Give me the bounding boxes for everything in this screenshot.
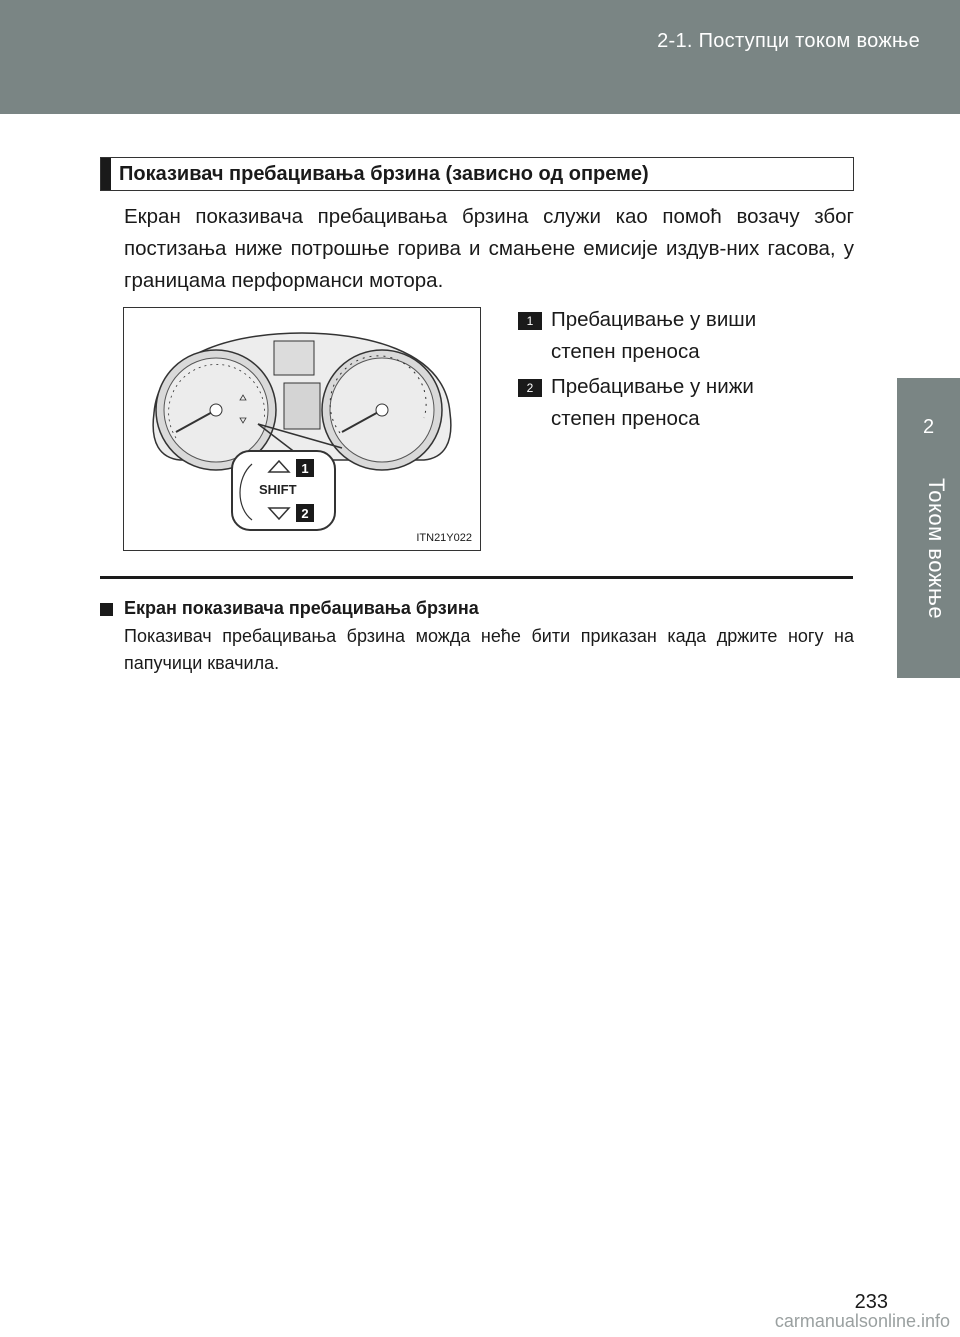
legend-number: 2 bbox=[518, 379, 542, 397]
shift-label: SHIFT bbox=[259, 482, 297, 497]
chapter-title: 2-1. Поступци током вожње bbox=[657, 30, 920, 52]
chapter-number: 2 bbox=[922, 416, 935, 438]
figure-code: ITN21Y022 bbox=[416, 532, 472, 544]
chapter-label: Током вожње bbox=[924, 478, 949, 620]
note-bullet-icon bbox=[100, 603, 113, 616]
watermark: carmanualsonline.info bbox=[774, 1311, 950, 1331]
note-title: Екран показивача пребацивања брзина bbox=[124, 598, 479, 618]
chapter-side-tab bbox=[897, 378, 960, 678]
legend-text: Пребацивање у нижи степен преноса bbox=[551, 375, 754, 430]
page-number: 233 bbox=[854, 1291, 888, 1313]
callout-1: 1 bbox=[301, 461, 309, 476]
legend-number: 1 bbox=[518, 312, 542, 330]
legend-text: Пребацивање у виши степен преноса bbox=[551, 308, 757, 363]
section-heading bbox=[100, 157, 854, 191]
callout-2: 2 bbox=[301, 506, 309, 521]
section-title: Показивач пребацивања брзина (зависно од опреме) bbox=[119, 163, 649, 185]
intro-paragraph: Екран показивача пребацивања брзина служи као помоћ возачу због постизања ниже потрошње горива и смањене емисије издув-них гасова, у границама перформанси мотора. bbox=[124, 205, 854, 292]
section-heading-bar bbox=[101, 158, 111, 190]
page-header bbox=[0, 0, 960, 114]
note-body: Показивач пребацивања брзина можда неће бити приказан када држите ногу на папучици квачила. bbox=[124, 626, 854, 673]
instrument-cluster-figure bbox=[123, 307, 481, 551]
instrument-cluster-illustration bbox=[124, 308, 480, 550]
section-divider bbox=[100, 576, 853, 579]
